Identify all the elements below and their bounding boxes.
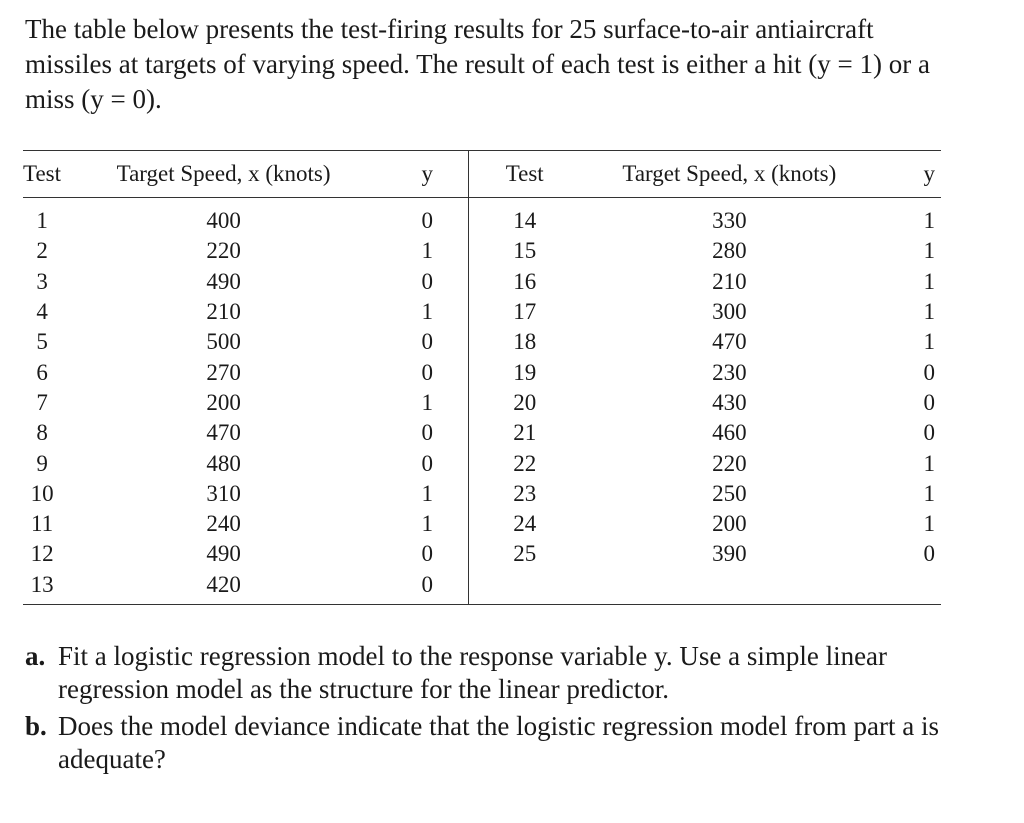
- table-row: [23, 539, 941, 569]
- cell-y-right: 1: [923, 268, 935, 294]
- cell-y-left: 1: [386, 509, 469, 539]
- cell-test-right: 24: [513, 511, 537, 537]
- cell-test-left: 1: [36, 208, 48, 234]
- test-firing-table: [23, 150, 941, 605]
- cell-test-right: 18: [513, 329, 537, 355]
- header-y-right: y: [879, 151, 941, 198]
- cell-y-left: 0: [386, 198, 469, 237]
- table-row: [23, 509, 941, 539]
- question-a-text: Fit a logistic regression model to the response variable y. Use a simple linear regression model as the structure for the linear predictor.: [58, 641, 888, 704]
- question-a: [25, 640, 950, 706]
- header-speed-left: Target Speed, x (knots): [61, 151, 386, 198]
- header-test-left: Test: [23, 151, 61, 198]
- cell-speed-right: 200: [712, 511, 747, 537]
- cell-speed-left: 470: [206, 420, 241, 446]
- cell-test-right: 17: [513, 299, 537, 325]
- cell-test-left: 13: [23, 570, 61, 605]
- cell-speed-left: 240: [206, 511, 241, 537]
- cell-test-right: 16: [513, 268, 537, 294]
- cell-speed-right: 250: [712, 480, 747, 506]
- cell-test-left: 9: [36, 450, 48, 476]
- cell-test-left: 8: [36, 420, 48, 446]
- cell-y-left: 0: [386, 327, 469, 357]
- cell-y-left: 1: [386, 297, 469, 327]
- question-list: [25, 640, 950, 780]
- table-row: [23, 357, 941, 387]
- table-row: [23, 297, 941, 327]
- cell-speed-right: 430: [712, 389, 747, 415]
- cell-y-left: 1: [386, 236, 469, 266]
- cell-test-right: 22: [513, 450, 537, 476]
- cell-test-left: 6: [36, 359, 48, 385]
- cell-y-right: 1: [923, 238, 935, 264]
- cell-speed-left: 200: [206, 389, 241, 415]
- cell-y-left: 1: [386, 388, 469, 418]
- cell-y-right: 1: [923, 511, 935, 537]
- cell-speed-left: 310: [206, 480, 241, 506]
- problem-intro: [25, 12, 950, 117]
- cell-y-right: 1: [923, 299, 935, 325]
- cell-y-right: 1: [923, 329, 935, 355]
- question-b: [25, 710, 950, 776]
- question-b-label: b.: [25, 711, 47, 741]
- question-a-label: a.: [25, 641, 46, 671]
- cell-speed-right: 470: [712, 329, 747, 355]
- table-row: [23, 198, 941, 237]
- cell-test-right: 19: [513, 359, 537, 385]
- cell-test-right: [469, 570, 580, 605]
- header-y-left: y: [386, 151, 469, 198]
- cell-y-left: 0: [386, 539, 469, 569]
- cell-test-left: 7: [36, 389, 48, 415]
- cell-y-right: 1: [923, 450, 935, 476]
- cell-speed-right: 390: [712, 541, 747, 567]
- cell-y-right: [879, 570, 941, 605]
- cell-y-left: 1: [386, 479, 469, 509]
- cell-test-left: 11: [31, 511, 54, 537]
- table-row: [23, 388, 941, 418]
- cell-y-right: 0: [923, 541, 935, 567]
- cell-y-right: 1: [923, 208, 935, 234]
- table-header-row: [23, 151, 941, 198]
- cell-test-left: 3: [36, 268, 48, 294]
- cell-test-left: 12: [30, 541, 54, 567]
- cell-speed-right: 280: [712, 238, 747, 264]
- intro-text: The table below presents the test-firing results for 25 surface-to-air antiaircraft missiles at targets of varying speed. The result of each test is either a hit (y = 1) or a miss (y = 0).: [25, 14, 930, 114]
- cell-test-right: 25: [513, 541, 537, 567]
- cell-speed-right: 210: [712, 268, 747, 294]
- cell-speed-right: 220: [712, 450, 747, 476]
- cell-speed-left: 220: [206, 238, 241, 264]
- header-speed-right: Target Speed, x (knots): [580, 151, 879, 198]
- cell-y-left: 0: [386, 267, 469, 297]
- cell-y-left: 0: [386, 418, 469, 448]
- cell-speed-left: 490: [206, 268, 241, 294]
- cell-test-left: 5: [36, 329, 48, 355]
- cell-y-right: 0: [923, 420, 935, 446]
- cell-test-right: 14: [513, 208, 537, 234]
- cell-test-right: 15: [513, 238, 537, 264]
- cell-speed-right: 230: [712, 359, 747, 385]
- table-row: [23, 570, 941, 605]
- cell-y-left: 0: [386, 357, 469, 387]
- cell-speed-right: [580, 570, 879, 605]
- cell-y-right: 0: [923, 389, 935, 415]
- cell-y-right: 1: [923, 480, 935, 506]
- cell-speed-left: 420: [61, 570, 386, 605]
- cell-speed-right: 300: [712, 299, 747, 325]
- cell-test-left: 2: [36, 238, 48, 264]
- cell-y-left: 0: [386, 448, 469, 478]
- table-row: [23, 327, 941, 357]
- table-row: [23, 267, 941, 297]
- table-row: [23, 448, 941, 478]
- cell-y-left: 0: [386, 570, 469, 605]
- cell-test-right: 20: [513, 389, 537, 415]
- cell-test-right: 21: [513, 420, 537, 446]
- cell-speed-left: 400: [206, 208, 241, 234]
- table-row: [23, 479, 941, 509]
- cell-y-right: 0: [923, 359, 935, 385]
- cell-speed-left: 480: [206, 450, 241, 476]
- cell-test-left: 4: [36, 299, 48, 325]
- cell-speed-left: 490: [206, 541, 241, 567]
- cell-speed-left: 500: [206, 329, 241, 355]
- cell-test-right: 23: [513, 480, 537, 506]
- table-row: [23, 418, 941, 448]
- table-row: [23, 236, 941, 266]
- cell-test-left: 10: [30, 480, 54, 506]
- cell-speed-right: 460: [712, 420, 747, 446]
- header-test-right: Test: [469, 151, 580, 198]
- question-b-text: Does the model deviance indicate that the logistic regression model from part a is adequate?: [58, 711, 939, 774]
- cell-speed-right: 330: [712, 208, 747, 234]
- cell-speed-left: 270: [206, 359, 241, 385]
- cell-speed-left: 210: [206, 299, 241, 325]
